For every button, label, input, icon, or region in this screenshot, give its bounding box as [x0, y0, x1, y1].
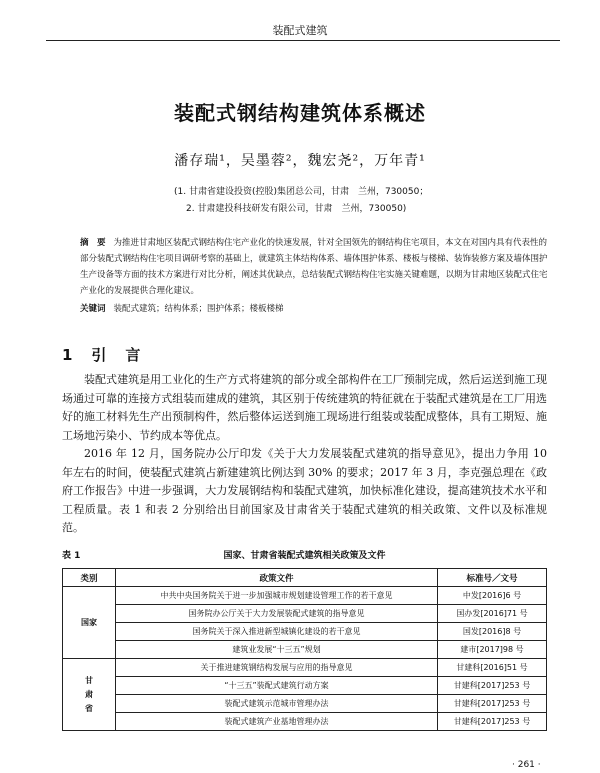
- keywords-label: 关键词: [80, 304, 106, 314]
- header-category: 类别: [63, 569, 116, 587]
- section-heading: 1 引 言: [62, 346, 143, 364]
- body-paragraph-1: [62, 371, 547, 445]
- category-national: 国家: [63, 587, 116, 659]
- affiliation-2: 2. 甘肃建投科技研发有限公司，甘肃 兰州，730050): [186, 204, 407, 214]
- doc-cell: 国务院办公厅关于大力发展装配式建筑的指导意见: [116, 605, 438, 623]
- category-gansu: [63, 659, 116, 731]
- doc-cell: 建筑业发展“十三五”规划: [116, 641, 438, 659]
- code-cell: 甘建科[2017]253 号: [438, 713, 547, 731]
- table-title: 国家、甘肃省装配式建筑相关政策及文件: [223, 551, 386, 561]
- paragraph-text: 2016 年 12 月，国务院办公厅印发《关于大力发展装配式建筑的指导意见》，提出力争用 10 年左右的时间，使装配式建筑占新建建筑比例达到 30% 的要求；2017 年 3 月，李克强总理在《政府工作报告》中进一步强调，大力发展钢结构和装配式建筑，加快标准化建设，提高建筑技术水平和工程质量。表 1 和表 2 分别给出目前国家及甘肃省关于装配式建筑的相关政策、文件以及标准规范。: [62, 447, 547, 534]
- code-cell: 甘建科[2017]253 号: [438, 677, 547, 695]
- keywords: [80, 302, 550, 314]
- code-cell: 甘建科[2017]253 号: [438, 695, 547, 713]
- doc-cell: 装配式建筑示范城市管理办法: [116, 695, 438, 713]
- abstract-text: 为推进甘肃地区装配式钢结构住宅产业化的快速发展，针对全国领先的钢结构住宅项目，本文在对国内具有代表性的部分装配式钢结构住宅项目调研考察的基础上，就建筑主体结构体系、墙体围护体系、楼板与楼梯、装饰装修方案及墙体围护生产设备等方面的技术方案进行对比分析，阐述其优缺点，总结装配式钢结构住宅实施关键难题，以期为甘肃地区装配式住宅产业化的发展提供合理化建议。: [80, 238, 548, 296]
- table-row: [63, 677, 547, 695]
- running-head: 装配式建筑: [272, 24, 328, 37]
- keywords-text: 装配式建筑；结构体系；围护体系；楼板楼梯: [113, 304, 284, 314]
- code-cell: 甘建科[2016]51 号: [438, 659, 547, 677]
- doc-cell: 装配式建筑产业基地管理办法: [116, 713, 438, 731]
- body-paragraph-2: [62, 445, 547, 538]
- author-list: 潘存瑞¹，吴墨蓉²，魏宏尧²，万年青¹: [174, 153, 426, 169]
- policy-table: [62, 568, 547, 731]
- doc-cell: “十三五”装配式建筑行动方案: [116, 677, 438, 695]
- header-rule: [46, 40, 560, 41]
- table-row: [63, 623, 547, 641]
- doc-cell: 国务院关于深入推进新型城镇化建设的若干意见: [116, 623, 438, 641]
- table-number: 表 1: [62, 551, 81, 561]
- page-number: · 261 ·: [512, 760, 541, 770]
- code-cell: 国办发[2016]71 号: [438, 605, 547, 623]
- category-gansu-label: 甘 肃 省: [85, 675, 93, 713]
- abstract-label: 摘 要: [80, 238, 106, 248]
- table-row: [63, 695, 547, 713]
- table-header-row: [63, 569, 547, 587]
- doc-cell: 中共中央国务院关于进一步加强城市规划建设管理工作的若干意见: [116, 587, 438, 605]
- header-code: 标准号／文号: [438, 569, 547, 587]
- table-row: [63, 587, 547, 605]
- table-row: [63, 659, 547, 677]
- code-cell: 建市[2017]98 号: [438, 641, 547, 659]
- table-row: [63, 641, 547, 659]
- doc-cell: 关于推进建筑钢结构发展与应用的指导意见: [116, 659, 438, 677]
- abstract: [80, 235, 550, 299]
- code-cell: 国发[2016]8 号: [438, 623, 547, 641]
- paragraph-text: 装配式建筑是用工业化的生产方式将建筑的部分或全部构件在工厂预制完成，然后运送到施工现场通过可靠的连接方式组装而建成的建筑，其区别于传统建筑的特征就在于装配式建筑是在工厂用选好的施工材料先生产出预制构件，然后整体运送到施工现场进行组装或装配成整体，具有工期短、施工场地污染小、节约成本等优点。: [62, 373, 547, 442]
- affiliation-1: (1. 甘肃省建设投资(控股)集团总公司，甘肃 兰州，730050；: [174, 187, 429, 197]
- code-cell: 中发[2016]6 号: [438, 587, 547, 605]
- paper-title: 装配式钢结构建筑体系概述: [174, 101, 426, 125]
- table-row: [63, 605, 547, 623]
- header-document: 政策文件: [116, 569, 438, 587]
- table-row: [63, 713, 547, 731]
